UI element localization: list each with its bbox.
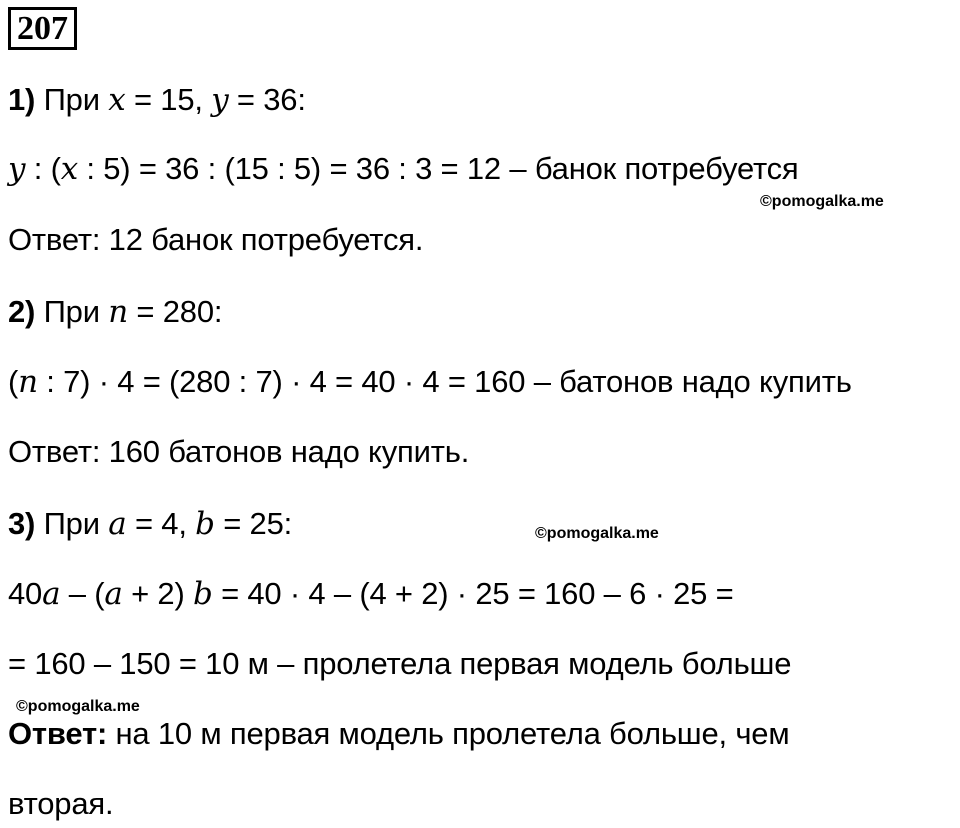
part3-answer-cont: вторая. — [8, 786, 114, 821]
variable-y: y — [211, 82, 229, 118]
variable-b: b — [195, 506, 215, 542]
part3-label: 3) — [8, 506, 36, 541]
text: = 280: — [128, 294, 223, 329]
variable-b: b — [193, 576, 213, 612]
part2-answer: Ответ: 160 батонов надо купить. — [8, 434, 470, 469]
text: = 15, — [125, 82, 212, 117]
text: 40 — [8, 576, 43, 611]
part3-intro — [8, 504, 292, 544]
part3-answer — [8, 714, 789, 754]
text: = 36: — [228, 82, 306, 117]
text: ( — [8, 364, 19, 399]
watermark: ©pomogalka.me — [16, 698, 140, 715]
text: : 7) · 4 = (280 : 7) · 4 = 40 · 4 = 160 – батонов надо купить — [37, 364, 852, 399]
part1-calc — [8, 149, 799, 189]
part1-intro — [8, 80, 306, 120]
variable-n: n — [18, 364, 38, 400]
part2-label: 2) — [8, 294, 36, 329]
variable-x: x — [60, 151, 78, 187]
text: + 2) — [122, 576, 193, 611]
text: При — [35, 82, 109, 117]
variable-x: x — [108, 82, 126, 118]
part1-label: 1) — [8, 82, 36, 117]
variable-y: y — [8, 151, 26, 187]
variable-a: a — [42, 576, 61, 612]
text: = 4, — [126, 506, 196, 541]
part2-calc — [8, 362, 852, 402]
variable-a: a — [108, 506, 127, 542]
watermark: ©pomogalka.me — [760, 193, 884, 210]
part3-calc1 — [8, 574, 734, 614]
part2-intro — [8, 292, 222, 332]
text: = 25: — [214, 506, 293, 541]
text: При — [35, 294, 109, 329]
variable-a: a — [104, 576, 123, 612]
text: – ( — [60, 576, 105, 611]
part3-calc2: = 160 – 150 = 10 м – пролетела первая модель больше — [8, 646, 792, 681]
watermark: ©pomogalka.me — [535, 525, 659, 542]
variable-n: n — [108, 294, 129, 330]
answer-text: на 10 м первая модель пролетела больше, чем — [107, 716, 790, 751]
text: = 40 · 4 – (4 + 2) · 25 = 160 – 6 · 25 = — [212, 576, 734, 611]
text: При — [35, 506, 109, 541]
problem-number: 207 — [8, 7, 77, 50]
part1-answer: Ответ: 12 банок потребуется. — [8, 222, 424, 257]
text: : 5) = 36 : (15 : 5) = 36 : 3 = 12 – банок потребуется — [78, 151, 799, 186]
text: : ( — [25, 151, 61, 186]
answer-label: Ответ: — [8, 716, 108, 751]
